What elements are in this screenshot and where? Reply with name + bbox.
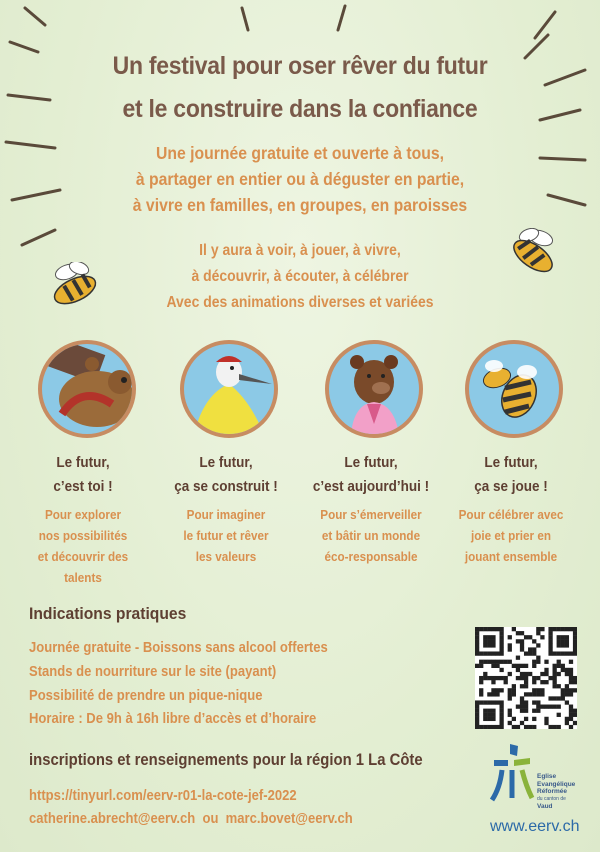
logo-text-line: Vaud (537, 803, 553, 810)
column-1-title-line2: c’est toi ! (53, 478, 113, 495)
main-title-line2: et le construire dans la confiance (122, 95, 478, 123)
registration-link[interactable]: https://tinyurl.com/eerv-r01-la-cote-jef-2022 (29, 788, 297, 804)
column-4-text-line: jouant ensemble (464, 549, 558, 564)
bee-left-illustration (45, 262, 105, 312)
column-3-text-line: Pour s’émerveiller (320, 507, 422, 522)
eerv-logo-text (537, 773, 575, 811)
intro-text (30, 140, 570, 218)
registration-heading: inscriptions et renseignements pour la région 1 La Côte (29, 751, 423, 769)
column-2-text-line: le futur et rêver (183, 528, 269, 543)
column-2-text-line: Pour imaginer (186, 507, 266, 522)
email-separator: ou (202, 811, 219, 827)
bear-scarf-illustration (38, 340, 136, 438)
activities-line3: Avec des animations diverses et variées (166, 294, 434, 311)
column-4-text-line: joie et prier en (471, 528, 551, 543)
bee-right-illustration (503, 228, 563, 278)
practical-line: Horaire : De 9h à 16h libre d’accès et d’horaire (29, 711, 317, 727)
email-marc[interactable]: marc.bovet@eerv.ch (225, 811, 353, 827)
column-1-text-line: Pour explorer (44, 507, 122, 522)
column-2-title (163, 451, 289, 499)
column-1-title (20, 451, 146, 499)
column-2-title-line1: Le futur, (199, 454, 253, 471)
column-3-title (308, 451, 434, 499)
column-4-title-line1: Le futur, (484, 454, 538, 471)
column-1-text-line: nos possibilités (38, 528, 128, 543)
logo-text-line: Evangélique (537, 780, 576, 788)
logo-text-line: Eglise (537, 773, 557, 780)
contact-emails (29, 811, 353, 827)
column-4-title-line2: ça se joue ! (474, 478, 548, 495)
bear-shirt-illustration (325, 340, 423, 438)
email-catherine[interactable]: catherine.abrecht@eerv.ch (29, 811, 196, 827)
main-title-line1: Un festival pour oser rêver du futur (112, 52, 488, 80)
practical-heading: Indications pratiques (29, 604, 187, 623)
bird-illustration (180, 340, 278, 438)
column-2-title-line2: ça se construit ! (174, 478, 278, 495)
activities-line1: Il y aura à voir, à jouer, à vivre, (199, 242, 401, 259)
website-link[interactable]: www.eerv.ch (490, 818, 580, 835)
column-3-text (308, 504, 434, 567)
column-4-title (448, 451, 574, 499)
column-1-text-line: et découvrir des (37, 549, 129, 564)
logo-text-line: Réformée (537, 788, 567, 795)
column-3-title-line1: Le futur, (344, 454, 398, 471)
logo-text-line: du canton de (537, 795, 566, 802)
column-3-text-line: et bâtir un monde (321, 528, 421, 543)
practical-line: Stands de nourriture sur le site (payant) (29, 664, 277, 680)
intro-line2: à partager en entier ou à déguster en partie, (135, 169, 465, 189)
column-1-text (20, 504, 146, 588)
column-1-title-line1: Le futur, (56, 454, 110, 471)
column-4-text-line: Pour célébrer avec (458, 507, 564, 522)
qr-code[interactable] (475, 627, 577, 729)
activities-text (30, 238, 570, 316)
column-3-text-line: éco-responsable (324, 549, 418, 564)
practical-line: Possibilité de prendre un pique-nique (29, 688, 263, 704)
intro-line1: Une journée gratuite et ouverte à tous, (156, 143, 444, 163)
column-3-title-line2: c’est aujourd’hui ! (312, 478, 430, 495)
eerv-logo-icon (488, 742, 536, 804)
column-4-text (448, 504, 574, 567)
column-2-text-line: les valeurs (195, 549, 257, 564)
bees-illustration (465, 340, 563, 438)
intro-line3: à vivre en familles, en groupes, en paroisses (132, 195, 468, 215)
column-1-text-line: talents (64, 570, 102, 585)
column-2-text (163, 504, 289, 567)
activities-line2: à découvrir, à écouter, à célébrer (191, 268, 409, 285)
practical-line: Journée gratuite - Boissons sans alcool offertes (29, 640, 328, 656)
